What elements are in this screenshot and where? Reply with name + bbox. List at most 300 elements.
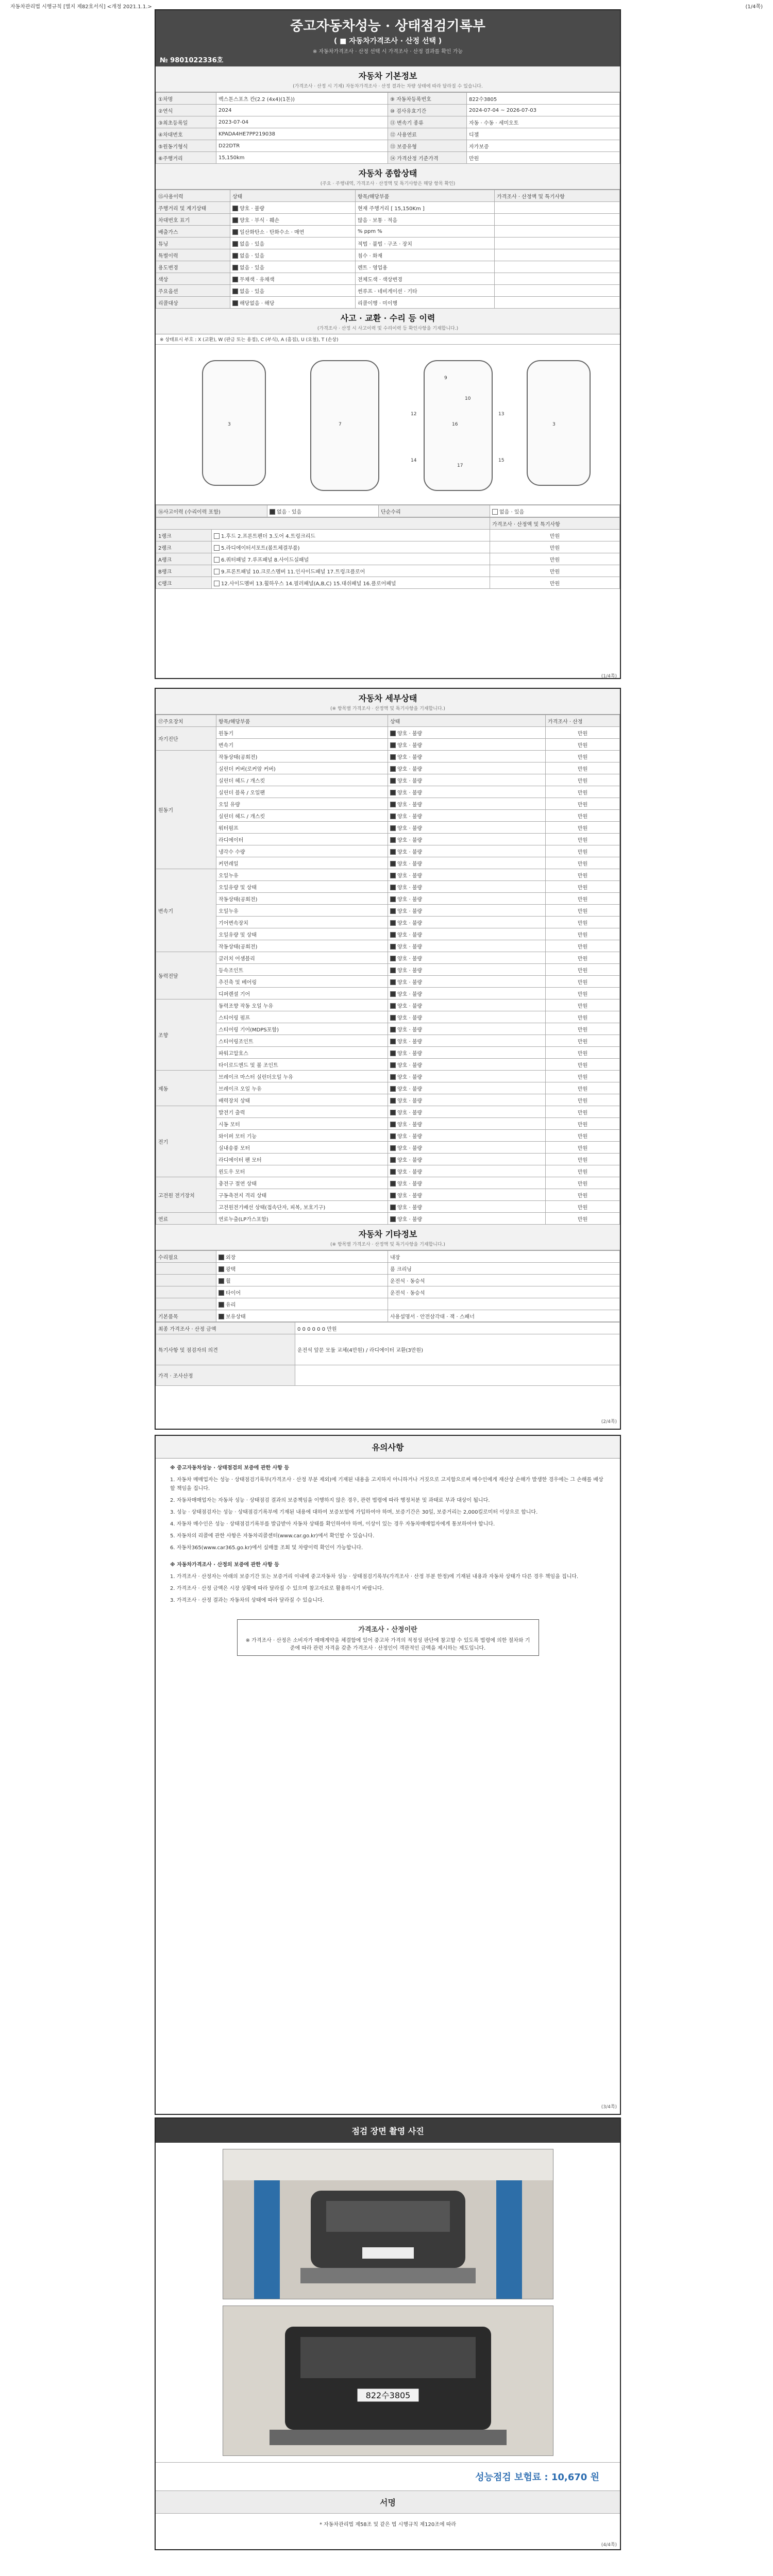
detail-item-name: 오일 유량 xyxy=(216,798,388,810)
other-row-a: 유리 xyxy=(216,1298,388,1310)
detail-item-price: 만원 xyxy=(546,964,620,976)
detail-item-state: 양호 · 불량 xyxy=(388,1047,546,1059)
detail-item-price: 만원 xyxy=(546,928,620,940)
checkbox-icon xyxy=(390,1027,396,1032)
basic-label: ⑤원동기형식 xyxy=(156,140,216,152)
detail-status-row xyxy=(156,1201,620,1213)
inspection-photo-front xyxy=(223,2149,553,2299)
general-row-state: 무채색 · 유채색 xyxy=(230,273,356,285)
detail-item-price: 만원 xyxy=(546,1023,620,1035)
general-row-price xyxy=(495,214,620,226)
detail-status-row xyxy=(156,822,620,834)
notes-item-7: 1. 가격조사 · 산정자는 아래의 보증기간 또는 보증거리 이내에 중고자동차 성능 · 상태점검기록부(가격조사 · 산정 부분 한정)에 기재된 내용과 자동차 상태가 다른 경우 책임을 집니다. xyxy=(170,1574,579,1580)
general-row-detail: 렌트 · 영업용 xyxy=(356,261,495,273)
other-row-b: 운전석 · 동승석 xyxy=(388,1275,620,1286)
basic-label: ⑪ 변속기 종류 xyxy=(388,116,467,128)
detail-item-name: 연료누출(LP가스포함) xyxy=(216,1213,388,1225)
simple-repair-value: 없음 · 있음 xyxy=(490,505,620,517)
detail-item-state: 양호 · 불량 xyxy=(388,928,546,940)
detail-item-price: 만원 xyxy=(546,988,620,999)
basic-value: 자가보증 xyxy=(467,140,620,152)
detail-item-price: 만원 xyxy=(546,1011,620,1023)
detail-status-row xyxy=(156,1035,620,1047)
detail-item-state: 양호 · 불량 xyxy=(388,893,546,905)
detail-item-name: 동력조향 작동 오일 누유 xyxy=(216,999,388,1011)
checkbox-icon xyxy=(232,229,238,235)
document-number: № 9801022336호 xyxy=(160,57,224,64)
checkbox-icon xyxy=(219,1302,224,1308)
checkbox-icon xyxy=(390,1098,396,1104)
photo-front-image xyxy=(223,2149,553,2299)
basic-value: 벡스톤스포츠 칸(2.2 (4x4)(1톤)) xyxy=(216,93,388,105)
general-status-table xyxy=(156,190,620,309)
detail-status-row xyxy=(156,1177,620,1189)
detail-item-state: 양호 · 불량 xyxy=(388,1094,546,1106)
general-row-label: 특별이력 xyxy=(156,249,230,261)
checkbox-icon xyxy=(232,253,238,259)
rank-row xyxy=(156,541,620,553)
detail-item-name: 브레이크 마스터 실린더오일 누유 xyxy=(216,1071,388,1082)
general-row-state: 없음 · 있음 xyxy=(230,285,356,297)
detail-item-name: 작동상태(공회전) xyxy=(216,940,388,952)
detail-item-name: 추진축 및 베어링 xyxy=(216,976,388,988)
checkbox-icon xyxy=(390,1062,396,1068)
detail-item-state: 양호 · 불량 xyxy=(388,798,546,810)
detail-item-state: 양호 · 불량 xyxy=(388,917,546,928)
detail-col-header: 가격조사 · 산정 xyxy=(546,715,620,727)
rank-row xyxy=(156,565,620,577)
checkbox-icon xyxy=(390,1039,396,1044)
detail-item-state: 양호 · 불량 xyxy=(388,976,546,988)
detail-item-price: 만원 xyxy=(546,1035,620,1047)
notes-item-6: 6. 자동차365(www.car365.go.kr)에서 실매물 조회 및 차량이력 확인이 가능합니다. xyxy=(170,1545,363,1551)
detail-item-name: 충전구 절연 상태 xyxy=(216,1177,388,1189)
general-row-price xyxy=(495,297,620,309)
detail-item-name: 커먼레일 xyxy=(216,857,388,869)
detail-item-state: 양호 · 불량 xyxy=(388,786,546,798)
page-number-4: (4/4쪽) xyxy=(601,2543,617,2548)
checkbox-icon xyxy=(390,1074,396,1080)
checkbox-icon xyxy=(390,1145,396,1151)
detail-item-price: 만원 xyxy=(546,727,620,739)
document-header xyxy=(156,10,620,66)
detail-status-row xyxy=(156,751,620,762)
rank-name: 2랭크 xyxy=(156,541,212,553)
detail-status-row xyxy=(156,798,620,810)
rank-parts: 9.프론트패널 10.크로스멤버 11.인사이드패널 17.트렁크플로어 xyxy=(212,565,490,577)
detail-status-row xyxy=(156,1106,620,1118)
rank-name: 1랭크 xyxy=(156,530,212,541)
notes-title: 유의사항 xyxy=(156,1436,620,1459)
detail-item-state: 양호 · 불량 xyxy=(388,881,546,893)
detail-item-price: 만원 xyxy=(546,869,620,881)
detail-item-state: 양호 · 불량 xyxy=(388,1118,546,1130)
detail-status-row xyxy=(156,976,620,988)
rank-parts: 5.라디에이터서포트(볼트체결부품) xyxy=(212,541,490,553)
basic-info-row xyxy=(156,128,620,140)
other-row-key xyxy=(156,1263,216,1275)
general-row-state: 양호 · 부식 · 훼손 xyxy=(230,214,356,226)
checkbox-icon xyxy=(232,300,238,306)
basic-label: ⑫ 사용연료 xyxy=(388,128,467,140)
detail-status-row xyxy=(156,881,620,893)
detail-status-note: (※ 항목별 가격조사 · 산정액 및 특기사항을 기재합니다.) xyxy=(156,704,620,715)
detail-item-name: 윈도우 모터 xyxy=(216,1165,388,1177)
general-row-detail: 리콜이행 · 미이행 xyxy=(356,297,495,309)
rank-table xyxy=(156,517,620,589)
rank-row xyxy=(156,530,620,541)
general-row-state: 일산화탄소 · 탄화수소 · 매연 xyxy=(230,226,356,238)
detail-status-title: 자동차 세부상태 xyxy=(156,689,620,704)
definition-title: 가격조사 · 산정이란 xyxy=(358,1626,417,1634)
other-row-a: 보유상태 xyxy=(216,1310,388,1322)
detail-item-price: 만원 xyxy=(546,1071,620,1082)
page-number-2: (2/4쪽) xyxy=(601,1419,617,1425)
final-price-table xyxy=(156,1322,620,1386)
other-row-key xyxy=(156,1286,216,1298)
sheet-page-1 xyxy=(155,9,621,679)
detail-item-name: 스티어링 펌프 xyxy=(216,1011,388,1023)
detail-item-name: 오일누유 xyxy=(216,905,388,917)
detail-item-name: 파워고압호스 xyxy=(216,1047,388,1059)
general-status-row xyxy=(156,297,620,309)
checkbox-icon xyxy=(390,1169,396,1175)
basic-info-note: (가격조사 · 산정 시 기재) 자동차가격조사 · 산정 결과는 차량 상태에 따라 달라질 수 있습니다. xyxy=(156,81,620,92)
other-row-a: 외장 xyxy=(216,1251,388,1263)
detail-status-row xyxy=(156,1118,620,1130)
detail-item-state: 양호 · 불량 xyxy=(388,1177,546,1189)
detail-item-name: 라디에이터 팬 모터 xyxy=(216,1154,388,1165)
detail-group-name: 자기진단 xyxy=(156,727,216,751)
basic-info-row xyxy=(156,93,620,105)
general-col-header: 가격조사 · 산정액 및 특기사항 xyxy=(495,190,620,202)
detail-item-state: 양호 · 불량 xyxy=(388,1130,546,1142)
detail-item-price: 만원 xyxy=(546,893,620,905)
general-status-row xyxy=(156,249,620,261)
car-diagram-left xyxy=(202,360,266,486)
checkbox-icon xyxy=(390,908,396,914)
photo-section-title: 점검 장면 촬영 사진 xyxy=(156,2119,620,2143)
detail-item-state: 양호 · 불량 xyxy=(388,857,546,869)
detail-group-name: 조향 xyxy=(156,999,216,1071)
basic-label: ⑥주행거리 xyxy=(156,152,216,164)
detail-item-price: 만원 xyxy=(546,845,620,857)
detail-item-state: 양호 · 불량 xyxy=(388,845,546,857)
photo-rear-image xyxy=(223,2306,553,2455)
other-row-key: 기본품목 xyxy=(156,1310,216,1322)
detail-item-price: 만원 xyxy=(546,798,620,810)
other-row-b: 내장 xyxy=(388,1251,620,1263)
rank-parts: 1.후드 2.프론트펜더 3.도어 4.트렁크리드 xyxy=(212,530,490,541)
general-row-state: 없음 · 있음 xyxy=(230,261,356,273)
general-row-label: 배출가스 xyxy=(156,226,230,238)
detail-item-state: 양호 · 불량 xyxy=(388,1035,546,1047)
rank-row xyxy=(156,577,620,589)
detail-item-state: 양호 · 불량 xyxy=(388,1189,546,1201)
detail-item-name: 실린더 헤드 / 개스킷 xyxy=(216,774,388,786)
detail-status-row xyxy=(156,1142,620,1154)
detail-item-price: 만원 xyxy=(546,1059,620,1071)
detail-item-state: 양호 · 불량 xyxy=(388,751,546,762)
other-row-b xyxy=(388,1298,620,1310)
checkbox-icon xyxy=(390,1205,396,1210)
checkbox-icon xyxy=(232,241,238,247)
other-info-row xyxy=(156,1263,620,1275)
detail-item-name: 오일유량 및 상태 xyxy=(216,928,388,940)
other-info-table xyxy=(156,1250,620,1322)
detail-status-row xyxy=(156,857,620,869)
accident-history-value: 없음 · 있음 xyxy=(267,505,379,517)
notes-body xyxy=(156,1459,620,1613)
detail-item-state: 양호 · 불량 xyxy=(388,774,546,786)
checkbox-icon xyxy=(390,968,396,973)
basic-label: ①차명 xyxy=(156,93,216,105)
rank-price-unit: 만원 xyxy=(490,577,620,589)
detail-item-state: 양호 · 불량 xyxy=(388,1213,546,1225)
detail-group-name: 변속기 xyxy=(156,869,216,952)
detail-group-name: 연료 xyxy=(156,1213,216,1225)
form-reference: 자동차관리법 시행규칙 [별지 제82호서식] <개정 2021.1.1.> xyxy=(10,4,152,10)
photo-plate-text: 822수3805 xyxy=(365,2391,410,2400)
rank-parts: 6.쿼터패널 7.루프패널 8.사이드실패널 xyxy=(212,553,490,565)
notes-item-9: 3. 가격조사 · 산정 결과는 자동차의 상태에 따라 달라질 수 있습니다. xyxy=(170,1598,324,1603)
notes-heading-1: ※ 중고자동차성능 · 상태점검의 보증에 관한 사항 등 xyxy=(170,1465,290,1471)
detail-item-name: 시동 모터 xyxy=(216,1118,388,1130)
detail-group-name: 제동 xyxy=(156,1071,216,1106)
detail-item-state: 양호 · 불량 xyxy=(388,727,546,739)
checkbox-icon xyxy=(219,1278,224,1284)
detail-item-price: 만원 xyxy=(546,774,620,786)
insurance-fee-label: 성능점검 보험료 : xyxy=(475,2472,548,2483)
sheet-page-4 xyxy=(155,2117,621,2550)
basic-label: ②연식 xyxy=(156,105,216,116)
detail-status-row xyxy=(156,1082,620,1094)
checkbox-icon xyxy=(214,557,220,563)
detail-item-name: 타이로드엔드 및 볼 조인트 xyxy=(216,1059,388,1071)
general-row-label: 차대번호 표기 xyxy=(156,214,230,226)
detail-col-header: ⑰주요장치 xyxy=(156,715,216,727)
other-info-row xyxy=(156,1310,620,1322)
detail-status-row xyxy=(156,905,620,917)
general-status-row xyxy=(156,261,620,273)
detail-item-price: 만원 xyxy=(546,786,620,798)
checkbox-icon xyxy=(390,1110,396,1115)
checkbox-icon xyxy=(390,1133,396,1139)
checkbox-icon xyxy=(390,754,396,760)
detail-item-price: 만원 xyxy=(546,1094,620,1106)
detail-item-price: 만원 xyxy=(546,1213,620,1225)
detail-item-state: 양호 · 불량 xyxy=(388,1142,546,1154)
rank-price-unit: 만원 xyxy=(490,530,620,541)
checkbox-icon xyxy=(219,1314,224,1319)
detail-item-name: 클러치 어셈블리 xyxy=(216,952,388,964)
other-info-row xyxy=(156,1298,620,1310)
general-row-price xyxy=(495,238,620,249)
checkbox-icon xyxy=(390,1050,396,1056)
basic-label: ⑭ 가격산정 기준가격 xyxy=(388,152,467,164)
general-row-price xyxy=(495,249,620,261)
basic-info-title: 자동차 기본정보 xyxy=(156,66,620,81)
detail-status-row xyxy=(156,1154,620,1165)
detail-item-name: 실린더 헤드 / 개스킷 xyxy=(216,810,388,822)
checkbox-icon xyxy=(390,944,396,950)
checkbox-icon xyxy=(214,545,220,551)
detail-item-name: 구동축전지 격리 상태 xyxy=(216,1189,388,1201)
signature-note: * 자동차관리법 제58조 및 같은 법 시행규칙 제120조에 따라 xyxy=(319,2522,457,2528)
checkbox-icon xyxy=(390,1181,396,1187)
document-subtitle: ( ■ 자동차가격조사 · 산정 선택 ) xyxy=(333,37,442,45)
detail-col-header: 항목/해당부품 xyxy=(216,715,388,727)
general-status-title: 자동차 종합상태 xyxy=(156,164,620,179)
checkbox-icon xyxy=(232,206,238,211)
checkbox-icon xyxy=(214,581,220,586)
detail-item-name: 작동상태(공회전) xyxy=(216,751,388,762)
checkbox-icon xyxy=(219,1255,224,1260)
detail-group-name: 전기 xyxy=(156,1106,216,1177)
detail-item-state: 양호 · 불량 xyxy=(388,739,546,751)
detail-status-row xyxy=(156,845,620,857)
detail-item-price: 만원 xyxy=(546,1082,620,1094)
detail-status-row xyxy=(156,1189,620,1201)
detail-status-row xyxy=(156,810,620,822)
general-col-header: 항목/해당부품 xyxy=(356,190,495,202)
general-status-row xyxy=(156,202,620,214)
basic-info-row xyxy=(156,140,620,152)
detail-group-name: 원동기 xyxy=(156,751,216,869)
other-info-row xyxy=(156,1275,620,1286)
general-row-label: 리콜대상 xyxy=(156,297,230,309)
general-row-price xyxy=(495,273,620,285)
detail-item-price: 만원 xyxy=(546,1130,620,1142)
detail-item-price: 만원 xyxy=(546,751,620,762)
checkbox-icon xyxy=(390,979,396,985)
basic-info-table xyxy=(156,92,620,164)
detail-item-price: 만원 xyxy=(546,1142,620,1154)
general-row-state: 없음 · 있음 xyxy=(230,238,356,249)
price-survey-definition-box xyxy=(237,1619,539,1656)
detail-status-table xyxy=(156,715,620,1225)
detail-status-row xyxy=(156,1130,620,1142)
detail-status-row xyxy=(156,940,620,952)
general-row-detail: 전체도색 · 색상변경 xyxy=(356,273,495,285)
sheet-page-3 xyxy=(155,1435,621,2115)
detail-item-price: 만원 xyxy=(546,1106,620,1118)
detail-item-name: 변속기 xyxy=(216,739,388,751)
insurance-fee xyxy=(156,2462,620,2490)
general-row-state: 해당없음 · 해당 xyxy=(230,297,356,309)
basic-label: ⑬ 보증유형 xyxy=(388,140,467,152)
accident-history-note: (가격조사 · 산정 시 사고이력 및 수리이력 등 확인사항을 기재합니다.) xyxy=(156,324,620,334)
detail-status-row xyxy=(156,1059,620,1071)
detail-item-price: 만원 xyxy=(546,1177,620,1189)
other-row-key xyxy=(156,1275,216,1286)
detail-item-name: 등속조인트 xyxy=(216,964,388,976)
car-diagram-right xyxy=(527,360,591,486)
notes-item-2: 2. 자동차매매업자는 자동차 성능 · 상태점검 결과의 보증책임을 이행하지 않은 경우, 관련 법령에 따라 행정처분 및 과태료 부과 대상이 됩니다. xyxy=(170,1498,490,1503)
detail-item-name: 고전원전기배선 상태(접속단자, 피복, 보호기구) xyxy=(216,1201,388,1213)
detail-item-name: 스티어링조인트 xyxy=(216,1035,388,1047)
detail-item-price: 만원 xyxy=(546,1189,620,1201)
other-info-row xyxy=(156,1286,620,1298)
detail-item-state: 양호 · 불량 xyxy=(388,1023,546,1035)
rank-name: C랭크 xyxy=(156,577,212,589)
other-info-row xyxy=(156,1251,620,1263)
page-indicator: (1/4쪽) xyxy=(745,4,763,10)
checkbox-icon xyxy=(232,277,238,282)
detail-item-price: 만원 xyxy=(546,762,620,774)
checkbox-icon xyxy=(214,569,220,574)
detail-status-row xyxy=(156,893,620,905)
general-row-detail: 현재 주행거리 [ 15,150Km ] xyxy=(356,202,495,214)
general-row-state: 양호 · 불량 xyxy=(230,202,356,214)
sheet-page-2 xyxy=(155,688,621,1430)
detail-col-header: 상태 xyxy=(388,715,546,727)
detail-item-name: 기어변속장치 xyxy=(216,917,388,928)
checkbox-icon xyxy=(232,265,238,270)
checkbox-icon xyxy=(390,837,396,843)
general-row-detail: 썬루프 · 네비게이션 · 기타 xyxy=(356,285,495,297)
inspection-photo-rear xyxy=(223,2306,553,2456)
detail-item-state: 양호 · 불량 xyxy=(388,1071,546,1082)
basic-value: 만원 xyxy=(467,152,620,164)
detail-status-row xyxy=(156,964,620,976)
detail-status-row xyxy=(156,928,620,940)
checkbox-icon xyxy=(390,790,396,795)
price-survey-value xyxy=(295,1365,620,1386)
page-number-1: (1/4쪽) xyxy=(601,674,617,679)
detail-item-state: 양호 · 불량 xyxy=(388,810,546,822)
other-row-a: 휠 xyxy=(216,1275,388,1286)
detail-item-name: 디퍼렌셜 기어 xyxy=(216,988,388,999)
other-row-b: 사용설명서 · 안전삼각대 · 잭 · 스패너 xyxy=(388,1310,620,1322)
checkbox-icon xyxy=(390,778,396,784)
detail-item-name: 실내송풍 모터 xyxy=(216,1142,388,1154)
checkbox-icon xyxy=(232,289,238,294)
rank-name: B랭크 xyxy=(156,565,212,577)
rank-parts: 12.사이드멤버 13.휠하우스 14.필러패널(A,B,C) 15.대쉬패널 16.플로어패널 xyxy=(212,577,490,589)
detail-item-name: 원동기 xyxy=(216,727,388,739)
general-row-label: 용도변경 xyxy=(156,261,230,273)
general-status-note: (주요 · 주행내역, 가격조사 · 산정액 및 특기사항은 해당 항목 확인) xyxy=(156,179,620,190)
detail-item-price: 만원 xyxy=(546,834,620,845)
other-row-key: 수리필요 xyxy=(156,1251,216,1263)
general-row-label: 주행거리 및 계기상태 xyxy=(156,202,230,214)
detail-item-name: 스티어링 기어(MDPS포함) xyxy=(216,1023,388,1035)
detail-item-name: 라디에이터 xyxy=(216,834,388,845)
detail-status-row xyxy=(156,727,620,739)
detail-group-name: 동력전달 xyxy=(156,952,216,999)
detail-item-state: 양호 · 불량 xyxy=(388,964,546,976)
detail-status-row xyxy=(156,1071,620,1082)
detail-item-name: 브레이크 오일 누유 xyxy=(216,1082,388,1094)
checkbox-icon xyxy=(390,1015,396,1021)
other-row-b: 운전석 · 동승석 xyxy=(388,1286,620,1298)
document-note: ※ 자동차가격조사 · 산정 선택 시 가격조사 · 산정 결과를 확인 가능 xyxy=(312,49,463,55)
checkbox-icon xyxy=(390,885,396,890)
general-status-row xyxy=(156,273,620,285)
detail-item-name: 와이퍼 모터 기능 xyxy=(216,1130,388,1142)
detail-item-price: 만원 xyxy=(546,905,620,917)
general-row-label: 주요옵션 xyxy=(156,285,230,297)
general-col-header: ⑮사용이력 xyxy=(156,190,230,202)
notes-item-8: 2. 가격조사 · 산정 금액은 시장 상황에 따라 달라질 수 있으며 참고자료로 활용하시기 바랍니다. xyxy=(170,1586,384,1591)
checkbox-icon xyxy=(390,1216,396,1222)
detail-item-price: 만원 xyxy=(546,917,620,928)
detail-item-name: 실린더 블록 / 오일팬 xyxy=(216,786,388,798)
document-title: 중고자동차성능 · 상태점검기록부 xyxy=(290,19,485,34)
basic-value: D22DTR xyxy=(216,140,388,152)
checkbox-icon xyxy=(390,742,396,748)
